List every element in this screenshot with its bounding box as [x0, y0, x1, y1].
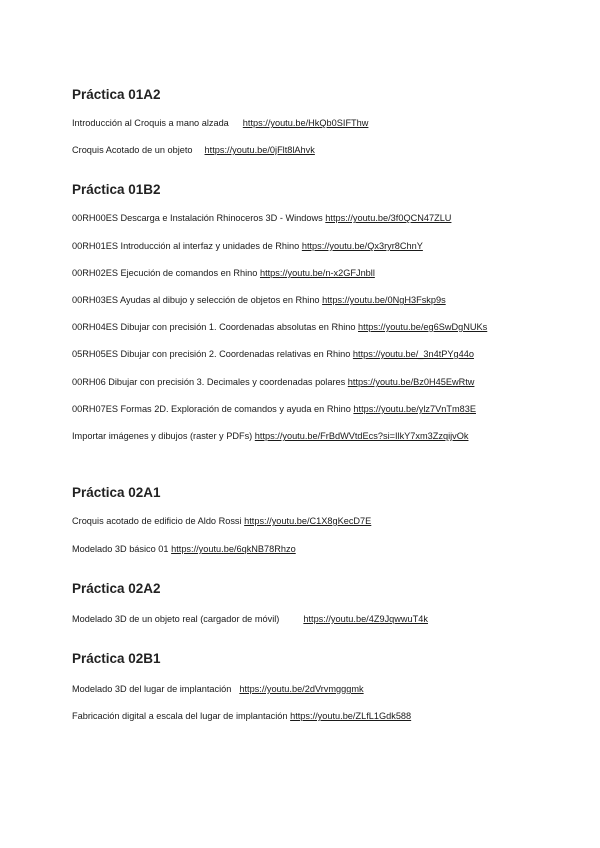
entry-text: Croquis Acotado de un objeto — [72, 145, 193, 155]
section-title-02b1: Práctica 02B1 — [72, 651, 161, 666]
youtube-link[interactable]: https://youtu.be/4Z9JqwwuT4k — [303, 614, 428, 624]
list-item — [72, 515, 371, 527]
entry-text: 00RH02ES Ejecución de comandos en Rhino — [72, 268, 258, 278]
youtube-link[interactable]: https://youtu.be/eg6SwDgNUKs — [358, 322, 488, 332]
list-item — [72, 144, 315, 156]
youtube-link[interactable]: https://youtu.be/C1X8gKecD7E — [244, 516, 372, 526]
section-title-01b2: Práctica 01B2 — [72, 182, 161, 197]
youtube-link[interactable]: https://youtu.be/_3n4tPYg44o — [352, 349, 474, 359]
entry-text: Croquis acotado de edificio de Aldo Rossi — [72, 516, 242, 526]
entry-text: 00RH00ES Descarga e Instalación Rhinoceros 3D - Windows — [72, 213, 323, 223]
entry-text: Importar imágenes y dibujos (raster y PDFs) — [72, 431, 253, 441]
youtube-link[interactable]: https://youtu.be/FrBdWVtdEcs?si=IlkY7xm3ZzqijvOk — [254, 431, 469, 441]
youtube-link[interactable]: https://youtu.be/Qx3ryr8ChnY — [301, 241, 423, 251]
list-item — [72, 376, 474, 388]
list-item — [72, 543, 296, 555]
entry-text: 00RH06 Dibujar con precisión 3. Decimales y coordenadas polares — [72, 377, 346, 387]
entry-text: 00RH01ES Introducción al interfaz y unidades de Rhino — [72, 241, 300, 251]
entry-text: Introducción al Croquis a mano alzada — [72, 118, 229, 128]
section-title-01a2: Práctica 01A2 — [72, 87, 161, 102]
list-item — [72, 613, 428, 625]
list-item — [72, 348, 474, 360]
entry-text: Modelado 3D básico 01 — [72, 544, 169, 554]
section-title-02a1: Práctica 02A1 — [72, 485, 161, 500]
entry-text: 00RH03ES Ayudas al dibujo y selección de objetos en Rhino — [72, 295, 320, 305]
section-title-02a2: Práctica 02A2 — [72, 581, 161, 596]
list-item — [72, 430, 468, 442]
list-item — [72, 267, 375, 279]
entry-text: 05RH05ES Dibujar con precisión 2. Coordenadas relativas en Rhino — [72, 349, 351, 359]
entry-text: Fabricación digital a escala del lugar de implantación — [72, 711, 288, 721]
youtube-link[interactable]: https://youtu.be/ylz7VnTm83E — [353, 404, 476, 414]
list-item — [72, 710, 411, 722]
youtube-link[interactable]: https://youtu.be/3f0QCN47ZLU — [325, 213, 452, 223]
list-item — [72, 117, 368, 129]
youtube-link[interactable]: https://youtu.be/ZLfL1Gdk588 — [290, 711, 412, 721]
youtube-link[interactable]: https://youtu.be/Bz0H45EwRtw — [347, 377, 475, 387]
list-item — [72, 403, 476, 415]
list-item — [72, 212, 451, 224]
list-item — [72, 321, 487, 333]
list-item — [72, 294, 446, 306]
list-item — [72, 683, 364, 695]
entry-text: 00RH07ES Formas 2D. Exploración de comandos y ayuda en Rhino — [72, 404, 351, 414]
youtube-link[interactable]: https://youtu.be/0NgH3Fskp9s — [322, 295, 446, 305]
entry-text: Modelado 3D de un objeto real (cargador de móvil) — [72, 614, 280, 624]
youtube-link[interactable]: https://youtu.be/2dVrvmgggmk — [239, 684, 364, 694]
entry-text: Modelado 3D del lugar de implantación — [72, 684, 232, 694]
entry-text: 00RH04ES Dibujar con precisión 1. Coordenadas absolutas en Rhino — [72, 322, 356, 332]
youtube-link[interactable]: https://youtu.be/n-x2GFJnbll — [259, 268, 375, 278]
youtube-link[interactable]: https://youtu.be/6qkNB78Rhzo — [171, 544, 296, 554]
list-item — [72, 240, 423, 252]
youtube-link[interactable]: https://youtu.be/0jFlt8lAhvk — [204, 145, 315, 155]
youtube-link[interactable]: https://youtu.be/HkQb0SIFThw — [242, 118, 369, 128]
